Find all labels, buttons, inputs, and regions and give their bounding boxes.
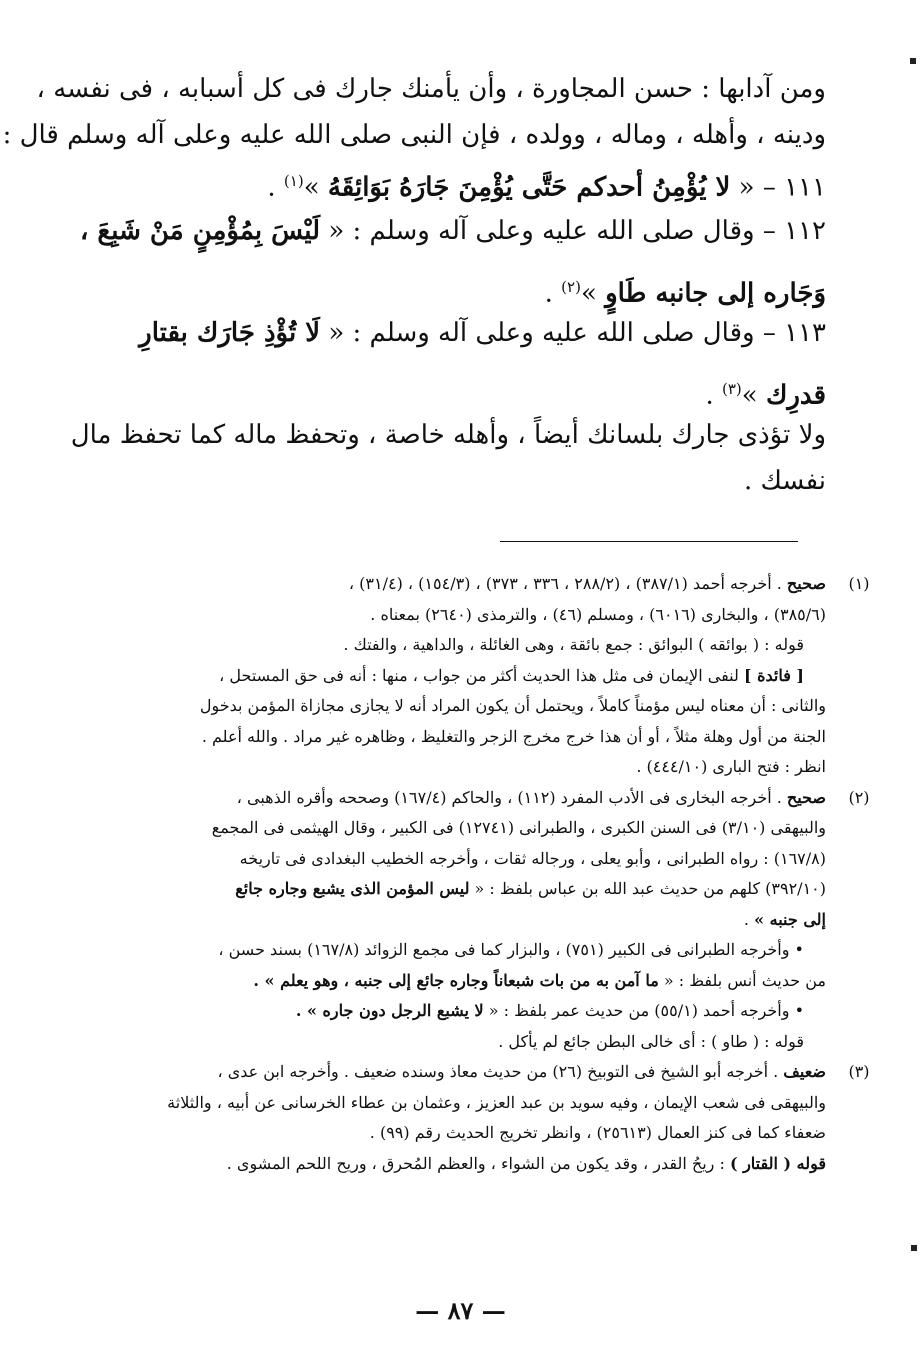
footnote-text: والبيهقى (٣/١٠) فى السنن الكبرى ، والطبرانى (١٢٧٤١) فى الكبير ، وقال الهيثمى فى المجمع — [211, 818, 826, 837]
footnote-line — [91, 661, 826, 692]
hadith-text: لَيْسَ بِمُؤْمِنٍ مَنْ شَبِعَ ، — [79, 216, 321, 246]
footnote-line — [91, 1057, 826, 1088]
hadith-111 — [116, 158, 826, 211]
footnote-line — [91, 600, 826, 631]
intro-paragraph — [2, 66, 826, 158]
closing-paragraph — [70, 412, 826, 504]
footnote-text: والبيهقى فى شعب الإيمان ، وفيه سويد بن عبد العزيز ، وعثمان بن عطاء الخرسانى عن أبيه ، والثلاثة — [167, 1092, 826, 1112]
footnote-text: . أخرجه البخارى فى الأدب المفرد (١١٢) ، والحاكم (١٦٧/٤) وصححه وأقره الذهبى ، — [236, 787, 787, 807]
hadith-112 — [79, 208, 826, 317]
hadith-line: ١١١ – « لا يُؤْمِنُ أحدكم حَتَّى يُؤْمِنَ جَارَهُ بَوَائِقَهُ »$^{(١)}$ . — [267, 172, 826, 203]
footnote-text: لنفى الإيمان فى مثل هذا الحديث أكثر من جواب ، منها : أنه فى حق المستحل ، — [219, 665, 744, 685]
hadith-113 — [116, 310, 826, 419]
footnote — [91, 1057, 870, 1179]
footnote-bold: صحيح — [786, 574, 826, 593]
footnote-text: قوله : ( بوائقه ) البوائق : جمع بائقة ، وهى الغائلة ، والداهية ، والفتك . — [343, 635, 804, 654]
footnote-bold: ما آمن به من بات شبعاناً وجاره جائع إلى جنبه ، وهو يعلم » . — [253, 970, 659, 990]
hadith-text: قدرِك — [765, 380, 826, 411]
footnote-bold: صحيح — [786, 787, 826, 807]
footnote-number: (١) — [848, 574, 870, 593]
footnote-line — [91, 630, 826, 661]
footnote-text: من حديث أنس بلفظ : « — [658, 970, 826, 990]
footnote-text: . أخرجه أحمد (٣٨٧/١) ، (٢٨٨/٢ ، ٣٣٦ ، ٣٧٣) ، (١٥٤/٣) ، (٣١/٤) ، — [348, 574, 787, 593]
hadith-text: وَجَاره إلى جانبه طَاوٍ — [605, 278, 826, 309]
page-number: — ٨٧ — — [415, 1296, 506, 1325]
footnote-line — [91, 1118, 826, 1149]
footnote-text: (٣٩٢/١٠) كلهم من حديث عبد الله بن عباس بلفظ : « — [469, 879, 826, 898]
text-line: ودينه ، وأهله ، وماله ، وولده ، فإن النبى صلى الله عليه وعلى آله وسلم قال : — [2, 120, 826, 150]
hadith-text: لَا تُؤْذِ جَارَك بقتارِ — [139, 318, 321, 348]
hadith-line: وَجَاره إلى جانبه طَاوٍ »$^{(٢)}$ . — [544, 278, 826, 309]
footnote-line — [91, 1027, 826, 1058]
footnote-text: انظر : فتح البارى (٤٤٤/١٠) . — [636, 757, 826, 776]
footnote-bold: [ فائدة ] — [743, 665, 804, 685]
footnote-line — [91, 752, 826, 783]
footnote-ref[interactable]: (٢) — [561, 278, 581, 296]
footnote-separator — [500, 541, 798, 542]
footnote-number: (٢) — [848, 787, 870, 807]
footnote-bold: ضعيف — [783, 1062, 826, 1081]
footnote-text: • وأخرجه أحمد (٥٥/١) من حديث عمر بلفظ : « — [483, 1001, 804, 1020]
footnote-text: . — [743, 909, 755, 929]
footnote-line — [91, 966, 826, 997]
text-line: ولا تؤذى جارك بلسانك أيضاً ، وأهله خاصة ، وتحفظ ماله كما تحفظ مال — [70, 420, 826, 450]
footnote-bold: لا يشبع الرجل دون جاره » . — [295, 1001, 484, 1020]
hadith-line: ١١٢ – وقال صلى الله عليه وعلى آله وسلم : « لَيْسَ بِمُؤْمِنٍ مَنْ شَبِعَ ، — [79, 216, 826, 246]
footnote-line — [91, 569, 826, 600]
text-line: نفسك . — [743, 466, 826, 496]
footnote — [91, 783, 870, 1058]
footnote-text: • وأخرجه الطبرانى فى الكبير (٧٥١) ، والبزار كما فى مجمع الزوائد (١٦٧/٨) بسند حسن ، — [218, 940, 804, 959]
footnote-text: والثانى : أن معناه ليس مؤمناً كاملاً ، ويحتمل أن يكون المراد أنه لا يجازى مجازاة المؤمن بدخول — [199, 696, 826, 715]
footnote-bold: إلى جنبه » — [754, 909, 826, 929]
hadith-line: قدرِك »$^{(٣)}$ . — [705, 380, 826, 411]
footnote-line — [91, 935, 826, 966]
footnote-number: (٣) — [848, 1062, 870, 1081]
text-line: ومن آدابها : حسن المجاورة ، وأن يأمنك جارك فى كل أسبابه ، فى نفسه ، — [36, 74, 826, 104]
footnote-bold: قوله ( القتار ) — [729, 1153, 826, 1173]
footnote-line — [91, 691, 826, 722]
footnote-ref[interactable]: (١) — [283, 172, 304, 190]
footnotes — [91, 569, 870, 1179]
footnote-line — [91, 996, 826, 1027]
footnote-line — [91, 844, 826, 875]
footnote-line — [91, 1088, 826, 1119]
footnote-line — [91, 905, 826, 936]
footnote — [91, 569, 870, 783]
footnote-line — [91, 813, 826, 844]
scan-mark — [911, 1245, 917, 1251]
footnote-text: : ريحُ القدر ، وقد يكون من الشواء ، والعظم المُحرق ، وريح اللحم المشوى . — [226, 1153, 730, 1173]
footnote-text: قوله : ( طاو ) : أى خالى البطن جائع لم يأكل . — [498, 1031, 804, 1051]
footnote-text: (١٦٧/٨) : رواه الطبرانى ، وأبو يعلى ، ورجاله ثقات ، وأخرجه الخطيب البغدادى فى تاريخه — [239, 848, 826, 868]
footnote-text: ضعفاء كما فى كنز العمال (٢٥٦١٣) ، وانظر تخريج الحديث رقم (٩٩) . — [369, 1123, 826, 1142]
hadith-text: لا يُؤْمِنُ أحدكم حَتَّى يُؤْمِنَ جَارَهُ بَوَائِقَهُ — [327, 172, 731, 203]
footnote-text: الجنة من أول وهلة مثلاً ، أو أن هذا خرج مخرج الزجر والتغليظ ، وظاهره غير مراد . والله أعلم . — [201, 726, 826, 746]
footnote-line — [91, 783, 826, 814]
footnote-text: (٣٨٥/٦) ، والبخارى (٦٠١٦) ، ومسلم (٤٦) ، والترمذى (٢٦٤٠) بمعناه . — [370, 604, 826, 624]
footnote-bold: ليس المؤمن الذى يشبع وجاره جائع — [235, 879, 470, 898]
footnote-line — [91, 722, 826, 753]
scan-mark — [910, 58, 916, 64]
hadith-line: ١١٣ – وقال صلى الله عليه وعلى آله وسلم : « لَا تُؤْذِ جَارَك بقتارِ — [139, 318, 826, 348]
footnote-line — [91, 1149, 826, 1180]
footnote-text: . أخرجه أبو الشيخ فى التوبيخ (٢٦) من حديث معاذ وسنده ضعيف . وأخرجه ابن عدى ، — [217, 1062, 784, 1081]
footnote-ref[interactable]: (٣) — [721, 380, 742, 398]
footnote-line — [91, 874, 826, 905]
